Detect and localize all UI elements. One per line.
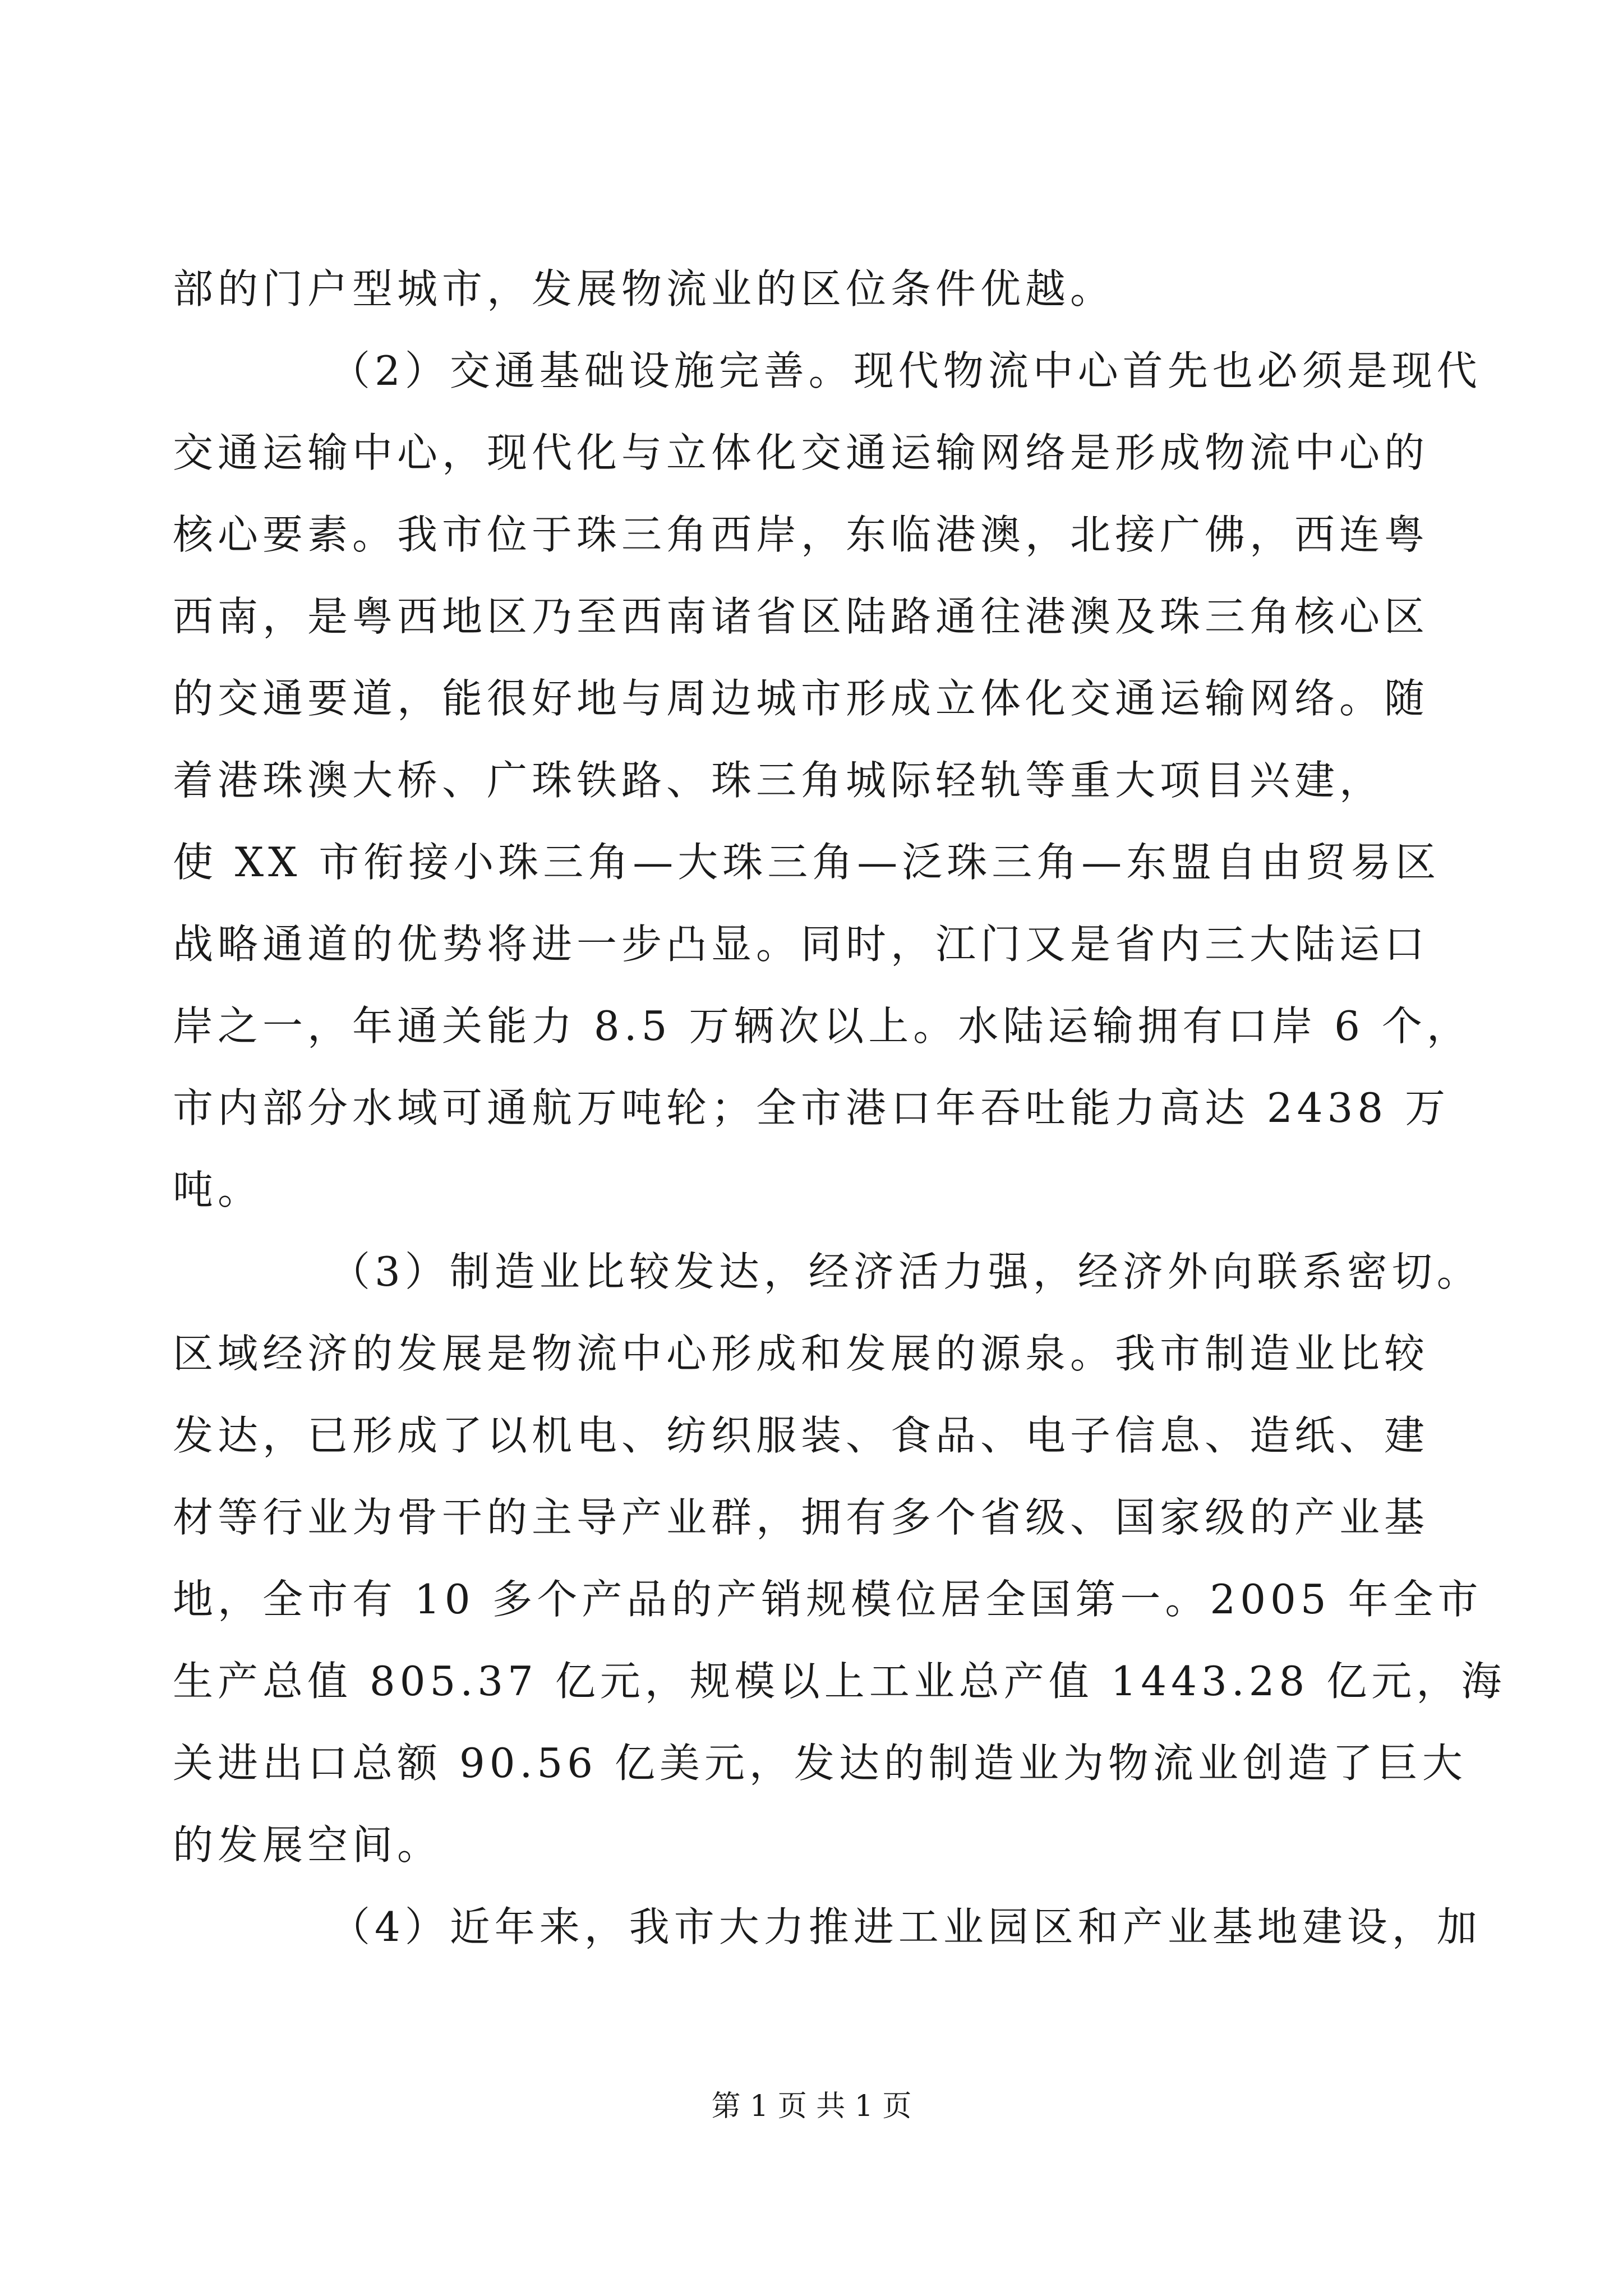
text-line: 吨。: [173, 1166, 263, 1213]
text-line: 地，全市有 10 多个产品的产销规模位居全国第一。2005 年全市: [173, 1576, 1483, 1623]
text-line: 生产总值 805.37 亿元，规模以上工业总产值 1443.28 亿元，海: [173, 1658, 1506, 1705]
paragraph-4-start: （4）近年来，我市大力推进工业园区和产业基地建设，加: [330, 1903, 1482, 1950]
text-line: 西南，是粤西地区乃至西南诸省区陆路通往港澳及珠三角核心区: [173, 593, 1430, 640]
paragraph-2-start: （2）交通基础设施完善。现代物流中心首先也必须是现代: [330, 347, 1482, 394]
text-line: 材等行业为骨干的主导产业群，拥有多个省级、国家级的产业基: [173, 1494, 1430, 1541]
text-line: 战略通道的优势将进一步凸显。同时，江门又是省内三大陆运口: [173, 921, 1430, 968]
text-line: 岸之一，年通关能力 8.5 万辆次以上。水陆运输拥有口岸 6 个，: [173, 1002, 1472, 1050]
text-line: 着港珠澳大桥、广珠铁路、珠三角城际轻轨等重大项目兴建，: [173, 757, 1385, 804]
text-line: 关进出口总额 90.56 亿美元，发达的制造业为物流业创造了巨大: [173, 1740, 1467, 1787]
text-line: 的交通要道，能很好地与周边城市形成立体化交通运输网络。随: [173, 675, 1430, 722]
text-line: 发达，已形成了以机电、纺织服装、食品、电子信息、造纸、建: [173, 1412, 1430, 1459]
text-line: 核心要素。我市位于珠三角西岸，东临港澳，北接广佛，西连粤: [173, 511, 1430, 558]
paragraph-3-start: （3）制造业比较发达，经济活力强，经济外向联系密切。: [330, 1248, 1482, 1295]
page-footer: 第 1 页 共 1 页: [711, 2090, 912, 2123]
text-line: 市内部分水域可通航万吨轮；全市港口年吞吐能力高达 2438 万: [173, 1084, 1450, 1131]
text-line: 区域经济的发展是物流中心形成和发展的源泉。我市制造业比较: [173, 1330, 1430, 1377]
text-line: 的发展空间。: [173, 1821, 442, 1869]
text-line: 使 XX 市衔接小珠三角—大珠三角—泛珠三角—东盟自由贸易区: [173, 839, 1441, 886]
document-body: [173, 248, 1506, 1968]
text-line: 部的门户型城市，发展物流业的区位条件优越。: [173, 265, 1115, 312]
text-line: 交通运输中心，现代化与立体化交通运输网络是形成物流中心的: [173, 429, 1430, 476]
